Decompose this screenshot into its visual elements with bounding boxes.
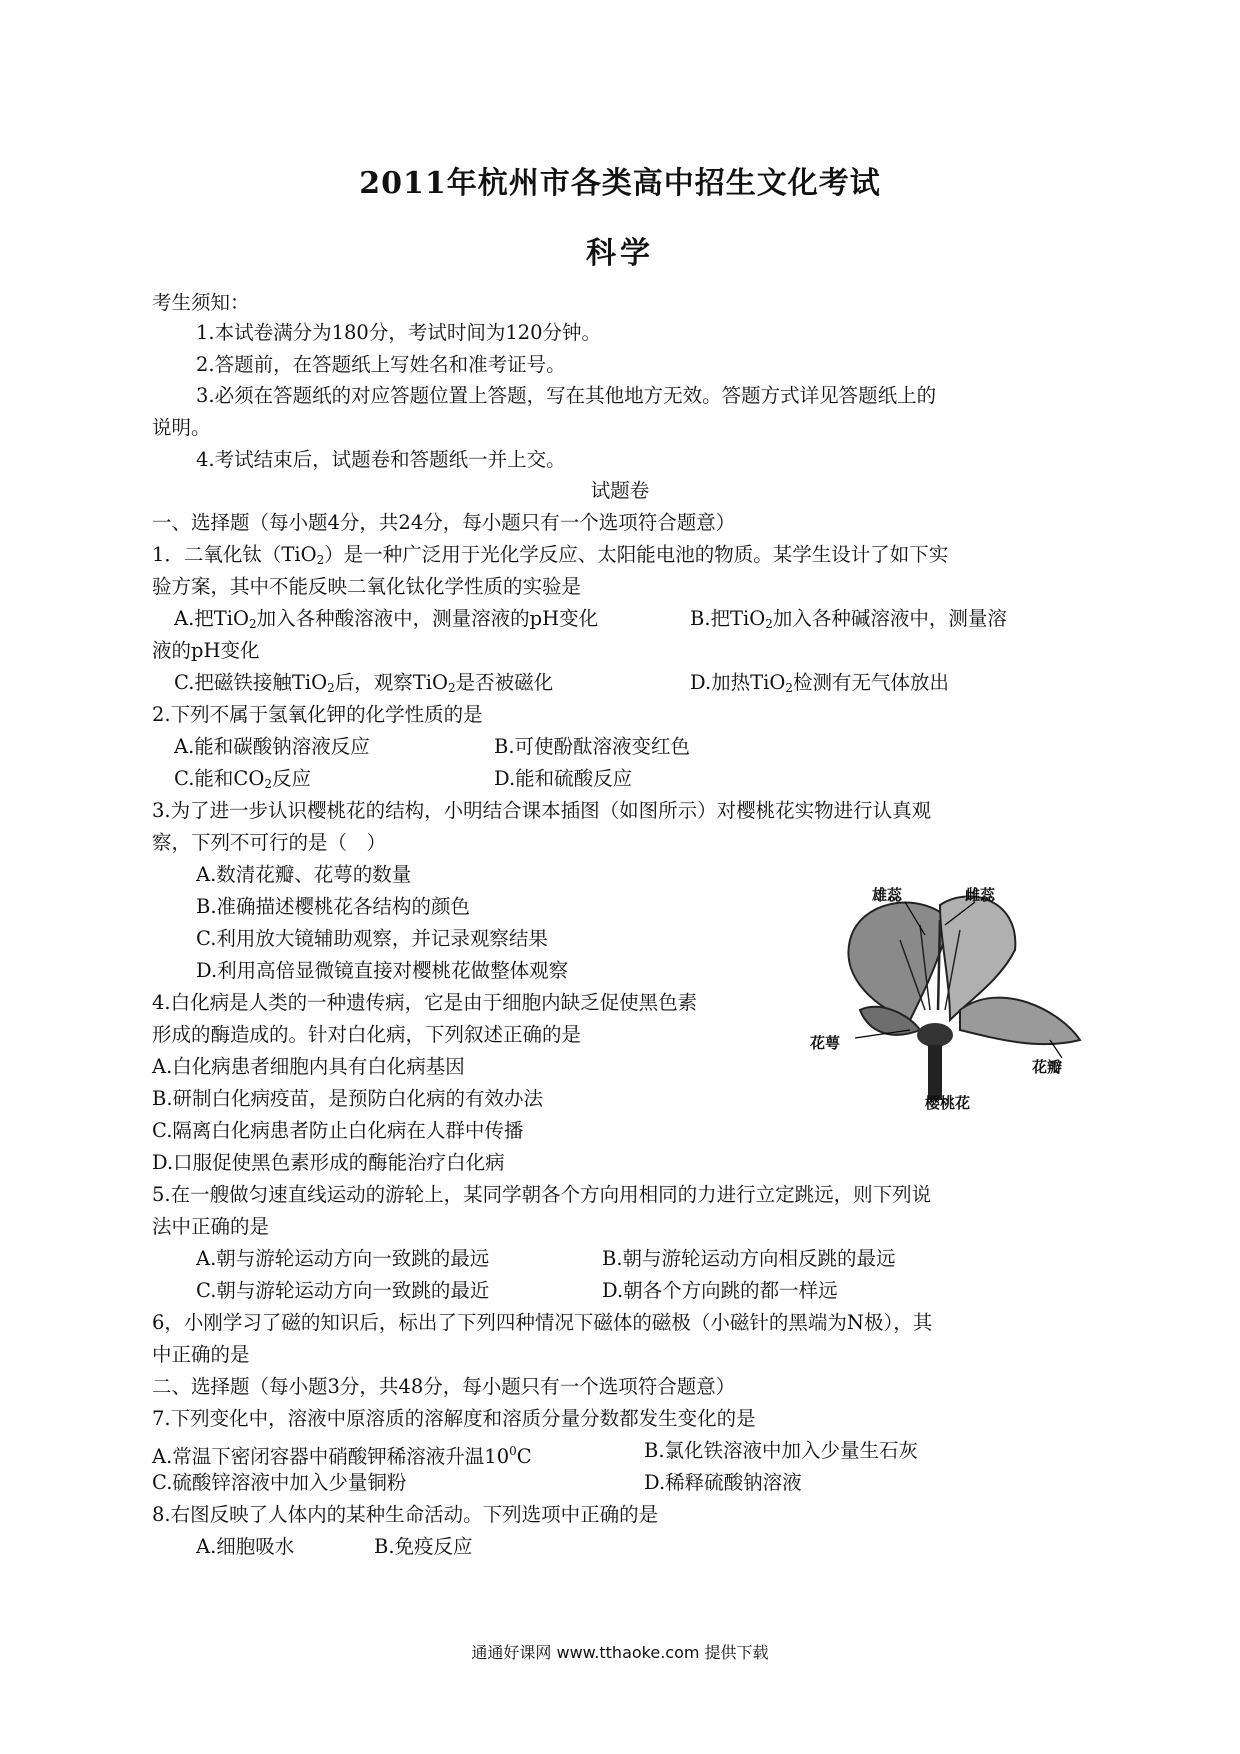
q4-option-d: D.口服促使黑色素形成的酶能治疗白化病 xyxy=(152,1151,505,1174)
q3-option-d: D.利用高倍显微镜直接对樱桃花做整体观察 xyxy=(196,959,569,982)
q5-stem: 5.在一艘做匀速直线运动的游轮上，某同学朝各个方向用相同的力进行立定跳远，则下列说 xyxy=(152,1183,932,1206)
q7-option-b: B.氯化铁溶液中加入少量生石灰 xyxy=(644,1439,919,1462)
figure-label-pistil: 雌蕊 xyxy=(965,886,996,904)
q7-option-d: D.稀释硫酸钠溶液 xyxy=(644,1471,802,1494)
figure-label-sepal: 花萼 xyxy=(810,1034,841,1052)
q6-stem: 6，小刚学习了磁的知识后，标出了下列四种情况下磁体的磁极（小磁针的黑端为N极），其 xyxy=(152,1311,933,1334)
q3-option-b: B.准确描述樱桃花各结构的颜色 xyxy=(196,895,471,918)
q1-option-a: A.把TiO$_2$加入各种酸溶液中，测量溶液的pH变化 xyxy=(174,607,599,631)
exam-title: 2011年杭州市各类高中招生文化考试 xyxy=(359,166,881,201)
q5-stem-cont: 法中正确的是 xyxy=(152,1215,270,1238)
q4-option-a: A.白化病患者细胞内具有白化病基因 xyxy=(152,1055,465,1078)
q8-option-b: B.免疫反应 xyxy=(374,1535,473,1558)
q3-option-c: C.利用放大镜辅助观察，并记录观察结果 xyxy=(196,927,548,950)
footer-download-note: 通通好课网 www.tthaoke.com 提供下载 xyxy=(471,1643,769,1662)
q1-option-c: C.把磁铁接触TiO$_2$后，观察TiO$_2$是否被磁化 xyxy=(174,671,554,695)
paper-label: 试题卷 xyxy=(590,479,650,502)
q5-option-a: A.朝与游轮运动方向一致跳的最远 xyxy=(196,1247,490,1270)
notice-item-4: 4.考试结束后，试题卷和答题纸一并上交。 xyxy=(196,448,566,471)
q3-option-a: A.数清花瓣、花萼的数量 xyxy=(196,863,412,886)
q2-option-b: B.可使酚酞溶液变红色 xyxy=(494,735,691,758)
section1-heading: 一、选择题（每小题4分，共24分，每小题只有一个选项符合题意） xyxy=(152,511,736,534)
q4-stem-cont: 形成的酶造成的。针对白化病，下列叙述正确的是 xyxy=(152,1023,582,1046)
q6-stem-cont: 中正确的是 xyxy=(152,1343,250,1366)
q2-option-c: C.能和$CO_2$反应 xyxy=(174,767,311,791)
q2-option-d: D.能和硫酸反应 xyxy=(494,767,633,790)
q8-option-a: A.细胞吸水 xyxy=(196,1535,295,1558)
q1-option-d: D.加热TiO$_2$检测有无气体放出 xyxy=(690,671,950,695)
section2-heading: 二、选择题（每小题3分，共48分，每小题只有一个选项符合题意） xyxy=(152,1375,736,1398)
q7-stem: 7.下列变化中，溶液中原溶质的溶解度和溶质分量分数都发生变化的是 xyxy=(152,1407,756,1430)
q3-stem-cont: 察，下列不可行的是（ ） xyxy=(152,831,387,854)
q3-stem: 3.为了进一步认识樱桃花的结构，小明结合课本插图（如图所示）对樱桃花实物进行认真观 xyxy=(152,799,932,822)
cherry-blossom-figure xyxy=(800,880,1100,1110)
q4-option-c: C.隔离白化病患者防止白化病在人群中传播 xyxy=(152,1119,524,1142)
q4-stem: 4.白化病是人类的一种遗传病，它是由于细胞内缺乏促使黑色素 xyxy=(152,991,698,1014)
q8-stem: 8.右图反映了人体内的某种生命活动。下列选项中正确的是 xyxy=(152,1503,659,1526)
q1-option-b: B.把TiO$_2$加入各种碱溶液中，测量溶 xyxy=(690,607,1007,631)
notice-item-3-cont: 说明。 xyxy=(152,416,211,439)
q4-option-b: B.研制白化病疫苗，是预防白化病的有效办法 xyxy=(152,1087,544,1110)
q2-stem: 2.下列不属于氢氧化钾的化学性质的是 xyxy=(152,703,483,726)
notice-item-1: 1.本试卷满分为180分，考试时间为120分钟。 xyxy=(196,321,602,344)
figure-caption: 樱桃花 xyxy=(925,1094,971,1110)
notice-item-2: 2.答题前，在答题纸上写姓名和准考证号。 xyxy=(196,353,566,376)
q2-option-a: A.能和碳酸钠溶液反应 xyxy=(174,735,370,758)
q7-option-c: C.硫酸锌溶液中加入少量铜粉 xyxy=(152,1471,407,1494)
q5-option-d: D.朝各个方向跳的都一样远 xyxy=(602,1279,838,1302)
q1-stem-cont: 验方案，其中不能反映二氧化钛化学性质的实验是 xyxy=(152,575,582,598)
q5-option-b: B.朝与游轮运动方向相反跳的最远 xyxy=(602,1247,896,1270)
figure-label-stamen: 雄蕊 xyxy=(872,886,903,904)
q1-option-b-cont: 液的pH变化 xyxy=(152,639,260,662)
notice-item-3: 3.必须在答题纸的对应答题位置上答题，写在其他地方无效。答题方式详见答题纸上的 xyxy=(196,384,937,407)
q7-option-a: A.常温下密闭容器中硝酸钾稀溶液升温$10^0C$ xyxy=(152,1444,532,1468)
q1-stem: 1．二氧化钛（TiO$_2$）是一种广泛用于光化学反应、太阳能电池的物质。某学生设计了如下实 xyxy=(152,543,949,567)
subject-title: 科学 xyxy=(586,236,654,271)
notice-heading: 考生须知： xyxy=(152,291,250,314)
figure-label-petal: 花瓣 xyxy=(1032,1058,1063,1076)
q5-option-c: C.朝与游轮运动方向一致跳的最近 xyxy=(196,1279,490,1302)
